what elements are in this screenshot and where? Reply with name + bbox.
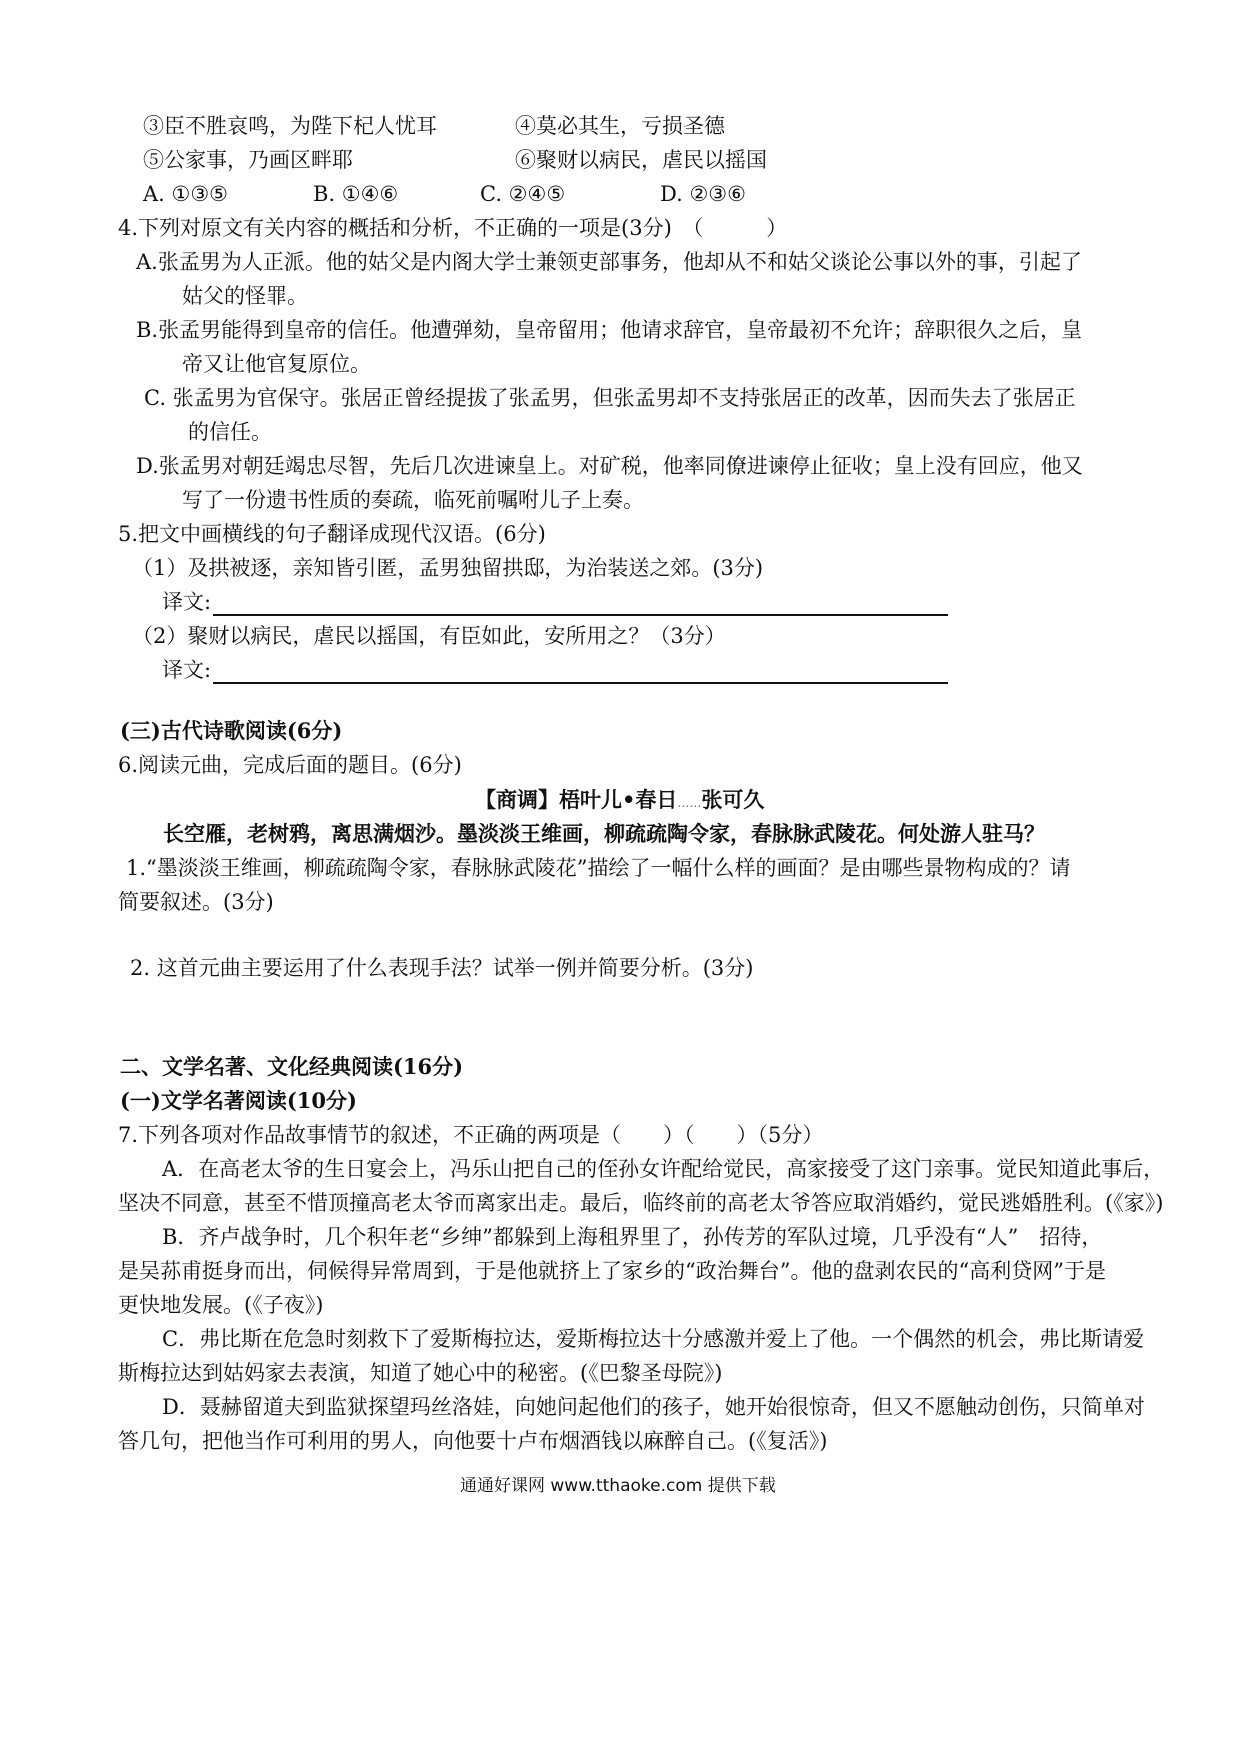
poem-body: 长空雁，老树鸦，离思满烟沙。墨淡淡王维画，柳疏疏陶令家，春脉脉武陵花。何处游人驻马？ (163, 821, 1045, 846)
q5-sentence-2: （2）聚财以病民，虐民以摇国，有臣如此，安所用之？（3分） (132, 624, 726, 648)
option-5: ⑤公家事，乃画区畔耶 (143, 148, 353, 172)
answer-line[interactable] (213, 660, 948, 684)
poem-dots: …… (677, 796, 702, 810)
q4-option-a-cont: 姑父的怪罪。 (182, 284, 308, 308)
q7-option-b: B．齐卢战争时，几个积年老“乡绅”都躲到上海租界里了，孙传芳的军队过境，几乎没有“人” 招待， (162, 1225, 1103, 1249)
q4-stem: 4.下列对原文有关内容的概括和分析，不正确的一项是(3分) （ ） (118, 216, 788, 240)
poem-title-text: 【商调】梧叶儿•春日 (475, 787, 678, 812)
sub-question-1-cont: 简要叙述。(3分) (118, 890, 274, 914)
sub-question-1: 1.“墨淡淡王维画，柳疏疏陶令家，春脉脉武陵花”描绘了一幅什么样的画面？是由哪些景物构成的？请 (126, 856, 1071, 880)
q4-option-d-cont: 写了一份遗书性质的奏疏，临死前嘱咐儿子上奏。 (182, 488, 644, 512)
q7-stem: 7.下列各项对作品故事情节的叙述，不正确的两项是（ ）（ ）（5分） (118, 1123, 824, 1147)
q6-stem: 6.阅读元曲，完成后面的题目。(6分) (118, 753, 462, 777)
sub-heading: (一)文学名著阅读(10分) (120, 1088, 357, 1113)
q7-option-c-cont: 斯梅拉达到姑妈家去表演，知道了她心中的秘密。(《巴黎圣母院》) (118, 1361, 723, 1385)
q5-translation-1 (162, 588, 948, 616)
q4-option-a: A.张孟男为人正派。他的姑父是内阁大学士兼领吏部事务，他却从不和姑父谈论公事以外的事，引起了 (136, 250, 1082, 274)
translation-label: 译文: (162, 590, 212, 614)
poem-author: 张可久 (701, 787, 765, 812)
q4-option-b-cont: 帝又让他官复原位。 (182, 352, 371, 376)
poem-title (475, 786, 764, 817)
choice-a: A. ①③⑤ (143, 182, 228, 206)
q7-option-b-cont2: 更快地发展。(《子夜》) (118, 1293, 324, 1317)
q4-option-d: D.张孟男对朝廷竭忠尽智，先后几次进谏皇上。对矿税，他率同僚进谏停止征收；皇上没有回应，他又 (136, 454, 1083, 478)
q5-sentence-1: （1）及拱被逐，亲知皆引匿，孟男独留拱邸，为治装送之郊。(3分) (132, 556, 764, 580)
sub-question-2: 2. 这首元曲主要运用了什么表现手法？试举一例并简要分析。(3分) (130, 956, 754, 980)
choice-b: B. ①④⑥ (313, 182, 399, 206)
answer-line[interactable] (213, 592, 948, 616)
q7-option-b-cont: 是吴荪甫挺身而出，伺候得异常周到，于是他就挤上了家乡的“政治舞台”。他的盘剥农民的“高利贷网”于是 (118, 1259, 1106, 1283)
q7-option-d: D．聂赫留道夫到监狱探望玛丝洛娃，向她问起他们的孩子，她开始很惊奇，但又不愿触动创伤，只简单对 (162, 1395, 1145, 1419)
choice-c: C. ②④⑤ (480, 182, 566, 206)
part-heading: 二、文学名著、文化经典阅读(16分) (120, 1054, 464, 1079)
q4-option-c-cont: 的信任。 (188, 420, 272, 444)
option-6: ⑥聚财以病民，虐民以摇国 (515, 148, 767, 172)
section-heading: (三)古代诗歌阅读(6分) (120, 718, 343, 743)
q7-option-d-cont: 答几句，把他当作可利用的男人，向他要十卢布烟酒钱以麻醉自己。(《复活》) (118, 1429, 828, 1453)
choice-d: D. ②③⑥ (660, 182, 746, 206)
option-3: ③臣不胜哀鸣，为陛下杞人忧耳 (143, 114, 437, 138)
option-4: ④莫必其生，亏损圣德 (515, 114, 725, 138)
q4-option-b: B.张孟男能得到皇帝的信任。他遭弹劾，皇帝留用；他请求辞官，皇帝最初不允许；辞职很久之后，皇 (136, 318, 1083, 342)
translation-label: 译文: (162, 658, 212, 682)
q7-option-c: C．弗比斯在危急时刻救下了爱斯梅拉达，爱斯梅拉达十分感激并爱上了他。一个偶然的机会，弗比斯请爱 (162, 1327, 1145, 1351)
q7-option-a-cont: 坚决不同意，甚至不惜顶撞高老太爷而离家出走。最后，临终前的高老太爷答应取消婚约，觉民逃婚胜利。(《家》) (118, 1191, 1164, 1215)
page-footer: 通通好课网 www.tthaoke.com 提供下载 (460, 1476, 776, 1496)
q5-stem: 5.把文中画横线的句子翻译成现代汉语。(6分) (118, 522, 546, 546)
q4-option-c: C. 张孟男为官保守。张居正曾经提拔了张孟男，但张孟男却不支持张居正的改革，因而失去了张居正 (144, 386, 1076, 410)
q7-option-a: A．在高老太爷的生日宴会上，冯乐山把自己的侄孙女许配给觉民，高家接受了这门亲事。觉民知道此事后， (162, 1157, 1165, 1181)
q5-translation-2 (162, 656, 948, 684)
